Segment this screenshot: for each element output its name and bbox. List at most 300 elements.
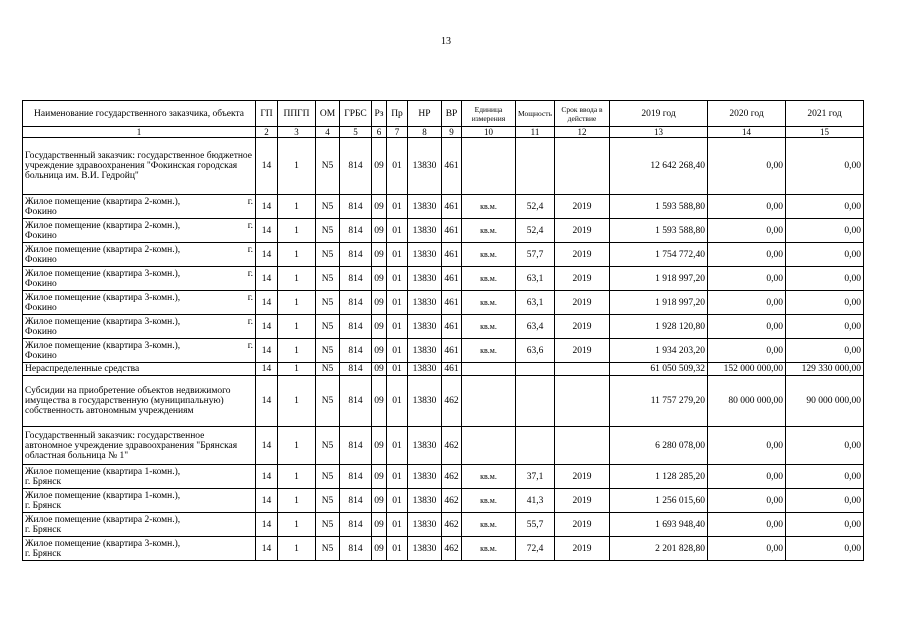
cell-rz: 09 bbox=[372, 219, 387, 243]
cell-unit: кв.м. bbox=[462, 243, 516, 267]
object-name-city-prefix: г. bbox=[247, 340, 253, 351]
cell-om: N5 bbox=[316, 138, 340, 195]
cell-np: 13830 bbox=[408, 195, 442, 219]
cell-gp: 14 bbox=[256, 363, 278, 376]
cell-y2019: 1 928 120,80 bbox=[610, 315, 708, 339]
col-num: 8 bbox=[408, 127, 442, 138]
cell-ppgp: 1 bbox=[278, 427, 316, 465]
col-num: 3 bbox=[278, 127, 316, 138]
cell-om: N5 bbox=[316, 465, 340, 489]
cell-unit: кв.м. bbox=[462, 465, 516, 489]
header-term: Срок ввода в действие bbox=[555, 101, 610, 127]
table-row bbox=[23, 315, 864, 339]
cell-np: 13830 bbox=[408, 489, 442, 513]
cell-unit: кв.м. bbox=[462, 219, 516, 243]
cell-pr: 01 bbox=[387, 219, 408, 243]
object-name-city: Фокино bbox=[25, 230, 57, 241]
cell-om: N5 bbox=[316, 195, 340, 219]
cell-power: 52,4 bbox=[516, 195, 555, 219]
cell-rz: 09 bbox=[372, 513, 387, 537]
cell-gp: 14 bbox=[256, 315, 278, 339]
cell-rz: 09 bbox=[372, 267, 387, 291]
cell-pr: 01 bbox=[387, 195, 408, 219]
cell-term: 2019 bbox=[555, 219, 610, 243]
column-number-row bbox=[23, 127, 864, 138]
header-pr: Пр bbox=[387, 101, 408, 127]
cell-vr: 461 bbox=[442, 243, 462, 267]
cell-y2019: 1 918 997,20 bbox=[610, 291, 708, 315]
cell-rz: 09 bbox=[372, 291, 387, 315]
table-row bbox=[23, 427, 864, 465]
cell-grbs: 814 bbox=[340, 243, 372, 267]
cell-om: N5 bbox=[316, 537, 340, 561]
cell-om: N5 bbox=[316, 315, 340, 339]
cell-np: 13830 bbox=[408, 138, 442, 195]
cell-y2020: 0,00 bbox=[708, 427, 786, 465]
cell-y2021: 0,00 bbox=[786, 267, 864, 291]
col-num: 9 bbox=[442, 127, 462, 138]
cell-ppgp: 1 bbox=[278, 489, 316, 513]
cell-y2020: 0,00 bbox=[708, 195, 786, 219]
cell-grbs: 814 bbox=[340, 291, 372, 315]
cell-power: 52,4 bbox=[516, 219, 555, 243]
cell-rz: 09 bbox=[372, 195, 387, 219]
cell-term: 2019 bbox=[555, 465, 610, 489]
col-num: 2 bbox=[256, 127, 278, 138]
cell-term bbox=[555, 363, 610, 376]
cell-y2021: 90 000 000,00 bbox=[786, 376, 864, 427]
cell-gp: 14 bbox=[256, 195, 278, 219]
col-num: 12 bbox=[555, 127, 610, 138]
cell-power: 63,1 bbox=[516, 267, 555, 291]
table-row bbox=[23, 291, 864, 315]
object-name-city-prefix: г. bbox=[247, 196, 253, 207]
cell-om: N5 bbox=[316, 513, 340, 537]
col-num: 4 bbox=[316, 127, 340, 138]
object-name-city: г. Брянск bbox=[25, 500, 62, 511]
cell-pr: 01 bbox=[387, 465, 408, 489]
cell-y2020: 0,00 bbox=[708, 138, 786, 195]
cell-ppgp: 1 bbox=[278, 465, 316, 489]
cell-power bbox=[516, 427, 555, 465]
cell-np: 13830 bbox=[408, 363, 442, 376]
object-name-cell bbox=[23, 465, 256, 489]
cell-gp: 14 bbox=[256, 138, 278, 195]
cell-grbs: 814 bbox=[340, 315, 372, 339]
object-name-line: Жилое помещение (квартира 3-комн.), bbox=[25, 268, 181, 279]
cell-vr: 461 bbox=[442, 339, 462, 363]
object-name-line: Жилое помещение (квартира 3-комн.), bbox=[25, 292, 181, 303]
cell-unit: кв.м. bbox=[462, 315, 516, 339]
object-name-city-prefix: г. bbox=[247, 244, 253, 255]
object-name-cell bbox=[23, 243, 256, 267]
cell-grbs: 814 bbox=[340, 513, 372, 537]
cell-unit: кв.м. bbox=[462, 489, 516, 513]
cell-unit bbox=[462, 138, 516, 195]
cell-vr: 461 bbox=[442, 267, 462, 291]
cell-ppgp: 1 bbox=[278, 291, 316, 315]
table-row bbox=[23, 267, 864, 291]
cell-gp: 14 bbox=[256, 339, 278, 363]
cell-rz: 09 bbox=[372, 363, 387, 376]
object-name-cell: Государственный заказчик: государственное автономное учреждение здравоохранения "Брянская областная больница № 1" bbox=[23, 427, 256, 465]
col-num: 6 bbox=[372, 127, 387, 138]
table-body bbox=[23, 138, 864, 561]
cell-y2021: 0,00 bbox=[786, 291, 864, 315]
object-name-city: Фокино bbox=[25, 254, 57, 265]
cell-vr: 461 bbox=[442, 219, 462, 243]
cell-ppgp: 1 bbox=[278, 315, 316, 339]
table-row bbox=[23, 376, 864, 427]
cell-y2021: 0,00 bbox=[786, 489, 864, 513]
cell-ppgp: 1 bbox=[278, 513, 316, 537]
cell-grbs: 814 bbox=[340, 267, 372, 291]
cell-vr: 461 bbox=[442, 138, 462, 195]
cell-y2019: 12 642 268,40 bbox=[610, 138, 708, 195]
cell-om: N5 bbox=[316, 376, 340, 427]
object-name-line: Жилое помещение (квартира 3-комн.), bbox=[25, 340, 181, 351]
cell-np: 13830 bbox=[408, 537, 442, 561]
cell-pr: 01 bbox=[387, 315, 408, 339]
cell-y2020: 0,00 bbox=[708, 465, 786, 489]
cell-grbs: 814 bbox=[340, 465, 372, 489]
cell-gp: 14 bbox=[256, 513, 278, 537]
cell-pr: 01 bbox=[387, 291, 408, 315]
cell-grbs: 814 bbox=[340, 195, 372, 219]
cell-np: 13830 bbox=[408, 291, 442, 315]
cell-unit: кв.м. bbox=[462, 195, 516, 219]
cell-gp: 14 bbox=[256, 243, 278, 267]
cell-gp: 14 bbox=[256, 267, 278, 291]
cell-unit bbox=[462, 363, 516, 376]
cell-vr: 462 bbox=[442, 465, 462, 489]
cell-grbs: 814 bbox=[340, 489, 372, 513]
cell-unit: кв.м. bbox=[462, 513, 516, 537]
cell-vr: 461 bbox=[442, 315, 462, 339]
cell-rz: 09 bbox=[372, 315, 387, 339]
cell-unit: кв.м. bbox=[462, 267, 516, 291]
cell-y2019: 1 934 203,20 bbox=[610, 339, 708, 363]
header-vr: ВР bbox=[442, 101, 462, 127]
table-row bbox=[23, 219, 864, 243]
cell-grbs: 814 bbox=[340, 219, 372, 243]
cell-unit: кв.м. bbox=[462, 291, 516, 315]
cell-ppgp: 1 bbox=[278, 219, 316, 243]
object-name-city: г. Брянск bbox=[25, 548, 62, 559]
object-name-city: г. Брянск bbox=[25, 476, 62, 487]
table-row bbox=[23, 138, 864, 195]
cell-unit bbox=[462, 376, 516, 427]
cell-unit bbox=[462, 427, 516, 465]
col-num: 5 bbox=[340, 127, 372, 138]
table-row bbox=[23, 195, 864, 219]
cell-y2019: 2 201 828,80 bbox=[610, 537, 708, 561]
cell-om: N5 bbox=[316, 489, 340, 513]
cell-vr: 462 bbox=[442, 376, 462, 427]
cell-om: N5 bbox=[316, 243, 340, 267]
object-name-cell bbox=[23, 513, 256, 537]
header-rz: Рз bbox=[372, 101, 387, 127]
cell-y2021: 0,00 bbox=[786, 427, 864, 465]
cell-om: N5 bbox=[316, 291, 340, 315]
cell-gp: 14 bbox=[256, 465, 278, 489]
object-name-line: Жилое помещение (квартира 2-комн.), bbox=[25, 514, 181, 525]
cell-y2021: 0,00 bbox=[786, 243, 864, 267]
cell-grbs: 814 bbox=[340, 363, 372, 376]
cell-grbs: 814 bbox=[340, 537, 372, 561]
cell-y2020: 0,00 bbox=[708, 537, 786, 561]
table-row bbox=[23, 513, 864, 537]
cell-term: 2019 bbox=[555, 513, 610, 537]
cell-term: 2019 bbox=[555, 537, 610, 561]
cell-rz: 09 bbox=[372, 376, 387, 427]
cell-y2020: 152 000 000,00 bbox=[708, 363, 786, 376]
object-name-line: Жилое помещение (квартира 2-комн.), bbox=[25, 244, 181, 255]
object-name-cell bbox=[23, 267, 256, 291]
cell-pr: 01 bbox=[387, 138, 408, 195]
cell-y2019: 1 593 588,80 bbox=[610, 195, 708, 219]
cell-y2019: 11 757 279,20 bbox=[610, 376, 708, 427]
cell-gp: 14 bbox=[256, 489, 278, 513]
cell-y2021: 0,00 bbox=[786, 219, 864, 243]
cell-rz: 09 bbox=[372, 243, 387, 267]
cell-power: 55,7 bbox=[516, 513, 555, 537]
page-number: 13 bbox=[441, 36, 451, 47]
cell-rz: 09 bbox=[372, 537, 387, 561]
cell-om: N5 bbox=[316, 267, 340, 291]
cell-gp: 14 bbox=[256, 537, 278, 561]
cell-pr: 01 bbox=[387, 537, 408, 561]
col-num: 10 bbox=[462, 127, 516, 138]
cell-rz: 09 bbox=[372, 427, 387, 465]
cell-ppgp: 1 bbox=[278, 339, 316, 363]
cell-pr: 01 bbox=[387, 513, 408, 537]
cell-vr: 461 bbox=[442, 291, 462, 315]
cell-np: 13830 bbox=[408, 219, 442, 243]
cell-np: 13830 bbox=[408, 427, 442, 465]
cell-gp: 14 bbox=[256, 376, 278, 427]
cell-term: 2019 bbox=[555, 291, 610, 315]
cell-grbs: 814 bbox=[340, 376, 372, 427]
cell-np: 13830 bbox=[408, 465, 442, 489]
cell-y2019: 1 128 285,20 bbox=[610, 465, 708, 489]
cell-om: N5 bbox=[316, 427, 340, 465]
header-ppgp: ППГП bbox=[278, 101, 316, 127]
cell-term: 2019 bbox=[555, 339, 610, 363]
cell-np: 13830 bbox=[408, 339, 442, 363]
cell-vr: 462 bbox=[442, 427, 462, 465]
cell-pr: 01 bbox=[387, 363, 408, 376]
object-name-city: Фокино bbox=[25, 326, 57, 337]
cell-ppgp: 1 bbox=[278, 267, 316, 291]
object-name-line: Жилое помещение (квартира 2-комн.), bbox=[25, 220, 181, 231]
cell-power: 37,1 bbox=[516, 465, 555, 489]
cell-y2020: 0,00 bbox=[708, 267, 786, 291]
cell-power: 63,6 bbox=[516, 339, 555, 363]
cell-power bbox=[516, 376, 555, 427]
object-name-cell: Нераспределенные средства bbox=[23, 363, 256, 376]
cell-y2020: 0,00 bbox=[708, 291, 786, 315]
cell-ppgp: 1 bbox=[278, 243, 316, 267]
table-row bbox=[23, 243, 864, 267]
header-2020: 2020 год bbox=[708, 101, 786, 127]
table-row bbox=[23, 339, 864, 363]
object-name-cell bbox=[23, 489, 256, 513]
table-row bbox=[23, 363, 864, 376]
cell-y2021: 0,00 bbox=[786, 465, 864, 489]
table-row bbox=[23, 465, 864, 489]
cell-y2019: 1 256 015,60 bbox=[610, 489, 708, 513]
object-name-cell bbox=[23, 219, 256, 243]
object-name-line: Жилое помещение (квартира 2-комн.), bbox=[25, 196, 181, 207]
cell-vr: 461 bbox=[442, 195, 462, 219]
cell-om: N5 bbox=[316, 219, 340, 243]
object-name-line: Жилое помещение (квартира 1-комн.), bbox=[25, 466, 181, 477]
cell-power: 57,7 bbox=[516, 243, 555, 267]
header-grbs: ГРБС bbox=[340, 101, 372, 127]
cell-term: 2019 bbox=[555, 243, 610, 267]
table-row bbox=[23, 489, 864, 513]
cell-vr: 462 bbox=[442, 513, 462, 537]
header-np: НР bbox=[408, 101, 442, 127]
cell-term bbox=[555, 376, 610, 427]
budget-table bbox=[22, 100, 864, 561]
table-row bbox=[23, 537, 864, 561]
cell-om: N5 bbox=[316, 339, 340, 363]
cell-ppgp: 1 bbox=[278, 376, 316, 427]
cell-power: 41,3 bbox=[516, 489, 555, 513]
cell-ppgp: 1 bbox=[278, 195, 316, 219]
header-unit: Единица измерения bbox=[462, 101, 516, 127]
col-num: 14 bbox=[708, 127, 786, 138]
cell-term: 2019 bbox=[555, 315, 610, 339]
cell-ppgp: 1 bbox=[278, 138, 316, 195]
col-num: 7 bbox=[387, 127, 408, 138]
cell-y2019: 1 918 997,20 bbox=[610, 267, 708, 291]
cell-power: 72,4 bbox=[516, 537, 555, 561]
cell-pr: 01 bbox=[387, 376, 408, 427]
object-name-city: Фокино bbox=[25, 206, 57, 217]
object-name-city-prefix: г. bbox=[247, 220, 253, 231]
cell-ppgp: 1 bbox=[278, 363, 316, 376]
cell-np: 13830 bbox=[408, 267, 442, 291]
col-num: 1 bbox=[23, 127, 256, 138]
cell-power bbox=[516, 363, 555, 376]
object-name-line: Жилое помещение (квартира 3-комн.), bbox=[25, 538, 181, 549]
cell-power bbox=[516, 138, 555, 195]
cell-y2021: 129 330 000,00 bbox=[786, 363, 864, 376]
cell-y2019: 1 754 772,40 bbox=[610, 243, 708, 267]
object-name-cell: Субсидии на приобретение объектов недвижимого имущества в государственную (муниципальную) собственность автономным учреждениям bbox=[23, 376, 256, 427]
col-num: 15 bbox=[786, 127, 864, 138]
cell-term: 2019 bbox=[555, 267, 610, 291]
cell-rz: 09 bbox=[372, 489, 387, 513]
cell-y2020: 0,00 bbox=[708, 513, 786, 537]
cell-y2019: 1 693 948,40 bbox=[610, 513, 708, 537]
object-name-city: Фокино bbox=[25, 278, 57, 289]
cell-gp: 14 bbox=[256, 291, 278, 315]
cell-om: N5 bbox=[316, 363, 340, 376]
cell-np: 13830 bbox=[408, 376, 442, 427]
cell-pr: 01 bbox=[387, 427, 408, 465]
cell-y2019: 1 593 588,80 bbox=[610, 219, 708, 243]
cell-np: 13830 bbox=[408, 243, 442, 267]
cell-y2020: 0,00 bbox=[708, 315, 786, 339]
cell-y2019: 6 280 078,00 bbox=[610, 427, 708, 465]
cell-rz: 09 bbox=[372, 465, 387, 489]
col-num: 11 bbox=[516, 127, 555, 138]
object-name-line: Жилое помещение (квартира 1-комн.), bbox=[25, 490, 181, 501]
cell-power: 63,4 bbox=[516, 315, 555, 339]
cell-np: 13830 bbox=[408, 513, 442, 537]
cell-pr: 01 bbox=[387, 243, 408, 267]
cell-unit: кв.м. bbox=[462, 339, 516, 363]
object-name-city: Фокино bbox=[25, 350, 57, 361]
cell-pr: 01 bbox=[387, 267, 408, 291]
cell-grbs: 814 bbox=[340, 339, 372, 363]
cell-y2020: 0,00 bbox=[708, 243, 786, 267]
cell-y2021: 0,00 bbox=[786, 513, 864, 537]
cell-grbs: 814 bbox=[340, 138, 372, 195]
header-row bbox=[23, 101, 864, 127]
cell-y2021: 0,00 bbox=[786, 195, 864, 219]
cell-np: 13830 bbox=[408, 315, 442, 339]
object-name-city-prefix: г. bbox=[247, 268, 253, 279]
object-name-cell: Государственный заказчик: государственное бюджетное учреждение здравоохранения "Фокинская городская больница им. В.И. Гедройц" bbox=[23, 138, 256, 195]
cell-vr: 462 bbox=[442, 537, 462, 561]
object-name-cell bbox=[23, 339, 256, 363]
cell-pr: 01 bbox=[387, 489, 408, 513]
header-2019: 2019 год bbox=[610, 101, 708, 127]
cell-y2021: 0,00 bbox=[786, 315, 864, 339]
cell-y2021: 0,00 bbox=[786, 537, 864, 561]
object-name-city: Фокино bbox=[25, 302, 57, 313]
cell-unit: кв.м. bbox=[462, 537, 516, 561]
header-gp: ГП bbox=[256, 101, 278, 127]
cell-term: 2019 bbox=[555, 195, 610, 219]
cell-vr: 461 bbox=[442, 363, 462, 376]
header-power: Мощность bbox=[516, 101, 555, 127]
object-name-cell bbox=[23, 537, 256, 561]
cell-y2021: 0,00 bbox=[786, 339, 864, 363]
cell-grbs: 814 bbox=[340, 427, 372, 465]
cell-y2020: 0,00 bbox=[708, 219, 786, 243]
object-name-cell bbox=[23, 291, 256, 315]
object-name-city: г. Брянск bbox=[25, 524, 62, 535]
object-name-cell bbox=[23, 315, 256, 339]
cell-pr: 01 bbox=[387, 339, 408, 363]
cell-rz: 09 bbox=[372, 339, 387, 363]
header-om: ОМ bbox=[316, 101, 340, 127]
cell-rz: 09 bbox=[372, 138, 387, 195]
object-name-city-prefix: г. bbox=[247, 316, 253, 327]
cell-term: 2019 bbox=[555, 489, 610, 513]
cell-y2019: 61 050 509,32 bbox=[610, 363, 708, 376]
object-name-cell bbox=[23, 195, 256, 219]
cell-gp: 14 bbox=[256, 427, 278, 465]
cell-gp: 14 bbox=[256, 219, 278, 243]
object-name-city-prefix: г. bbox=[247, 292, 253, 303]
cell-y2020: 0,00 bbox=[708, 339, 786, 363]
cell-ppgp: 1 bbox=[278, 537, 316, 561]
header-name: Наименование государственного заказчика, объекта bbox=[23, 101, 256, 127]
col-num: 13 bbox=[610, 127, 708, 138]
cell-y2020: 80 000 000,00 bbox=[708, 376, 786, 427]
cell-y2021: 0,00 bbox=[786, 138, 864, 195]
header-2021: 2021 год bbox=[786, 101, 864, 127]
cell-term bbox=[555, 138, 610, 195]
cell-vr: 462 bbox=[442, 489, 462, 513]
